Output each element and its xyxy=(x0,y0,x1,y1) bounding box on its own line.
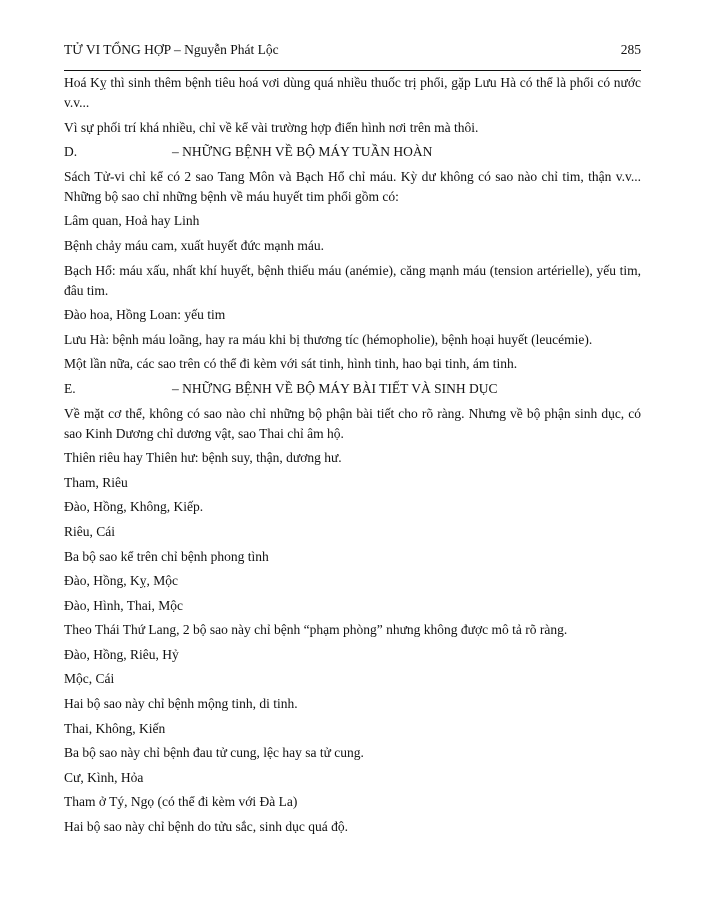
paragraph: Đào, Hình, Thai, Mộc xyxy=(64,597,183,613)
paragraph: Hai bộ sao này chỉ bệnh mộng tinh, di tinh. xyxy=(64,696,298,712)
paragraph: Bạch Hổ: máu xấu, nhất khí huyết, bệnh thiếu máu (anémie), căng mạnh máu (tension artérielle), yếu tim, đâu tim. xyxy=(64,262,641,298)
section-letter: E. xyxy=(64,380,76,396)
paragraph: Hai bộ sao này chỉ bệnh do tửu sắc, sinh dục quá độ. xyxy=(64,819,349,835)
paragraph: Lưu Hà: bệnh máu loãng, hay ra máu khi bị thương tíc (hémopholie), bệnh hoại huyết (leucémie). xyxy=(64,331,593,347)
paragraph: Thiên riêu hay Thiên hư: bệnh suy, thận, dương hư. xyxy=(64,450,342,466)
paragraph: Đào hoa, Hồng Loan: yếu tim xyxy=(64,307,226,323)
paragraph: Thai, Không, Kiến xyxy=(64,720,166,736)
paragraph: Hoá Kỵ thì sinh thêm bệnh tiêu hoá vơi dùng quá nhiều thuốc trị phổi, gặp Lưu Hà có thể là phổi có nước v.v... xyxy=(64,75,641,110)
page-number: 285 xyxy=(620,42,641,57)
section-heading-e xyxy=(64,379,641,399)
book-title: TỬ VI TỔNG HỢP – Nguyễn Phát Lộc xyxy=(64,42,279,57)
paragraph: Tham ở Tý, Ngọ (có thể đi kèm với Đà La) xyxy=(64,794,298,810)
paragraph: Đào, Hồng, Không, Kiếp. xyxy=(64,499,204,515)
paragraph: Cư, Kình, Hỏa xyxy=(64,769,144,785)
paragraph: Vì sự phối trí khá nhiều, chỉ về kể vài trường hợp điển hình nơi trên mà thôi. xyxy=(64,119,479,135)
paragraph: Bệnh chảy máu cam, xuất huyết đức mạnh máu. xyxy=(64,237,324,253)
paragraph: Sách Tử-vi chỉ kể có 2 sao Tang Môn và Bạch Hổ chỉ máu. Kỳ dư không có sao nào chỉ tim, thận v.v... Những bộ sao chỉ những bệnh về máu huyết tim phổi gồm có: xyxy=(64,168,641,204)
section-title: – NHỮNG BỆNH VỀ BỘ MÁY TUẦN HOÀN xyxy=(172,144,433,160)
header-rule xyxy=(64,70,641,71)
paragraph: Một lần nữa, các sao trên có thể đi kèm với sát tinh, hình tinh, hao bại tinh, ám tinh. xyxy=(64,356,518,372)
paragraph: Đào, Hồng, Riêu, Hỷ xyxy=(64,646,179,662)
paragraph: Đào, Hồng, Kỵ, Mộc xyxy=(64,573,178,589)
section-title: – NHỮNG BỆNH VỀ BỘ MÁY BÀI TIẾT VÀ SINH DỤC xyxy=(172,380,498,396)
section-heading-d xyxy=(64,142,641,162)
page-header xyxy=(64,42,641,62)
section-letter: D. xyxy=(64,144,78,160)
paragraph: Tham, Riêu xyxy=(64,474,128,490)
paragraph: Ba bộ sao này chỉ bệnh đau tử cung, lệc hay sa tử cung. xyxy=(64,745,364,761)
paragraph: Riêu, Cái xyxy=(64,523,115,539)
paragraph: Về mặt cơ thể, không có sao nào chỉ những bộ phận bài tiết cho rõ ràng. Nhưng về bộ phận sinh dục, có sao Kinh Dương chỉ dương vật, sao Thai chỉ âm hộ. xyxy=(64,405,641,441)
paragraph: Theo Thái Thứ Lang, 2 bộ sao này chỉ bệnh “phạm phòng” nhưng không được mô tả rõ ràng. xyxy=(64,622,568,638)
paragraph: Ba bộ sao kể trên chỉ bệnh phong tình xyxy=(64,548,269,564)
paragraph: Mộc, Cái xyxy=(64,671,115,687)
page-body xyxy=(64,73,641,842)
paragraph: Lâm quan, Hoả hay Linh xyxy=(64,213,200,229)
